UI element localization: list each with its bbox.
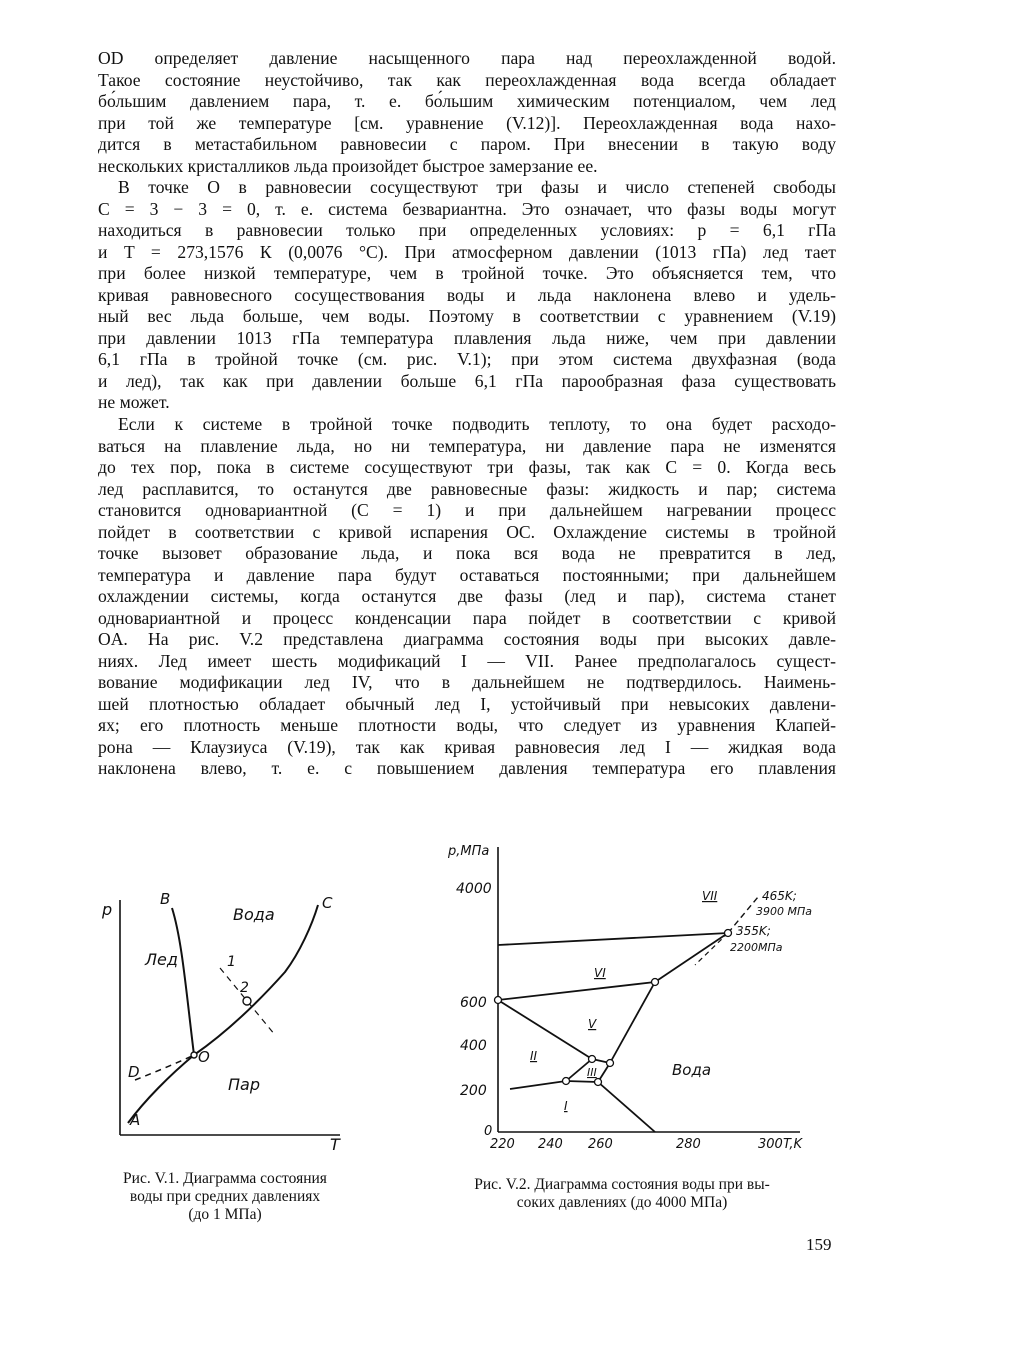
axis-T-label: T — [330, 1135, 340, 1154]
phase-label-ii: II — [530, 1049, 538, 1063]
boundary-iii-box-bottom — [566, 1081, 598, 1082]
boundary-i-ii — [510, 1081, 566, 1089]
label-b: B — [160, 890, 171, 908]
label-c: C — [322, 894, 333, 912]
phase-label-vii: VII — [702, 889, 718, 903]
label-par: Пар — [228, 1075, 260, 1094]
curve-ob — [172, 908, 194, 1055]
text-line: и T = 273,1576 К (0,0076 °С). При атмосферном давлении (1013 гПа) лед тает — [98, 241, 836, 262]
text-line: C = 3 − 3 = 0, т. е. система безвариантна. Это означает, что фазы воды могут — [98, 198, 836, 219]
triple-point — [589, 1056, 596, 1063]
caption-line: Рис. V.2. Диаграмма состояния воды при вы- — [474, 1176, 770, 1193]
figure-v2-caption — [432, 1176, 812, 1212]
triple-point — [495, 997, 502, 1004]
caption-line: воды при средних давлениях — [129, 1188, 321, 1205]
boundary-vi-vii — [498, 933, 728, 945]
figure-v1-caption — [80, 1170, 370, 1224]
text-line: 6,1 гПа в тройной точке (см. рис. V.1); при этом система двухфазная (вода — [98, 349, 836, 369]
ytick: 0 — [484, 1124, 493, 1139]
triple-point — [725, 930, 732, 937]
text-line: Если к системе в тройной точке подводить теплоту, то она будет расходо- — [118, 414, 836, 434]
text-line: дится в метастабильном равновесии с паром. При внесении в такую воду — [98, 134, 836, 154]
text-line: ный вес льда больше, чем воды. Поэтому в соответствии с уравнением (V.19) — [98, 306, 836, 326]
point-o — [191, 1052, 197, 1058]
text-line: вование модификации лед IV, что в дальнейшем не подтвердилось. Наимень- — [98, 672, 836, 692]
boundary-i-water — [598, 1082, 655, 1132]
annotation-3900: 3900 МПа — [756, 905, 812, 918]
point-2 — [243, 997, 251, 1005]
text-line: ниях. Лед имеет шесть модификаций I — VII. Ранее предполагалось сущест- — [98, 650, 836, 671]
label-point-2: 2 — [240, 980, 249, 996]
text-line: наклонена влево, т. е. с повышением давления температура его плавления — [98, 758, 836, 778]
label-voda: Вода — [233, 905, 275, 924]
curve-od — [135, 1055, 194, 1080]
xtick: 240 — [538, 1137, 563, 1152]
text-line: OD определяет давление насыщенного пара над переохлажденной водой. — [98, 48, 836, 68]
text-line: бо́льшим давлением пара, т. е. бо́льшим химическим потенциалом, чем лед — [98, 91, 836, 111]
figure-v2-diagram — [440, 835, 820, 1155]
label-led: Лед — [145, 950, 178, 969]
text-line: одновариантной и процесс конденсации пара пойдет в соответствии с кривой — [98, 607, 836, 628]
triple-point — [652, 979, 659, 986]
phase-label-i: I — [564, 1099, 568, 1113]
text-line: находиться в равновесии только при определенных условиях: p = 6,1 гПа — [98, 220, 836, 240]
annotation-465k: 465K; — [762, 889, 797, 903]
boundary-ii-v — [498, 1000, 592, 1059]
caption-line: (до 1 МПа) — [188, 1206, 262, 1223]
label-a: A — [130, 1111, 141, 1129]
text-line: шей плотностью обладает обычный лед I, устойчивый при невысоких давлени- — [98, 693, 836, 714]
figure-v1-diagram — [90, 880, 360, 1160]
text-line: и лед), так как при давлении больше 6,1 гПа парообразная фаза существовать — [98, 370, 836, 391]
boundary-v-water — [610, 982, 655, 1063]
text-line: OA. На рис. V.2 представлена диаграмма состояния воды при высоких давле- — [98, 629, 836, 649]
paragraph-2 — [98, 177, 836, 414]
phase-label-iii: III — [587, 1066, 597, 1079]
xtick: 260 — [588, 1137, 613, 1152]
text-line: охлаждении системы, когда останутся две фазы (лед и пар), система станет — [98, 586, 836, 606]
text-line: пойдет в соответствии с кривой испарения OC. Охлаждение системы в тройной — [98, 521, 836, 542]
text-line: лед расплавится, то останутся две равновесные фазы: жидкость и пар; система — [98, 478, 836, 499]
axis-T-label: T,K — [783, 1137, 803, 1152]
caption-line: Рис. V.1. Диаграмма состояния — [123, 1170, 327, 1187]
text-line: кривая равновесного сосуществования воды и льда наклонена влево и удель- — [98, 284, 836, 305]
boundary-ii-v-vi — [498, 982, 655, 1000]
text-line: не может. — [98, 392, 170, 412]
triple-point — [607, 1060, 614, 1067]
label-point-1: 1 — [227, 954, 236, 970]
ytick: 4000 — [456, 881, 492, 897]
text-line: температура и давление пара будут оставаться постоянными; при дальнейшем — [98, 564, 836, 585]
xtick: 300 — [758, 1137, 783, 1152]
annotation-2200: 2200МПа — [730, 941, 783, 954]
text-line: В точке O в равновесии сосуществуют три фазы и число степеней свободы — [118, 177, 836, 197]
ytick: 400 — [460, 1038, 487, 1054]
ytick: 600 — [460, 995, 487, 1011]
phase-label-voda: Вода — [672, 1061, 712, 1079]
label-o: O — [198, 1048, 210, 1066]
annotation-355k: 355K; — [736, 924, 771, 938]
phase-label-vi: VI — [594, 966, 606, 980]
xtick: 220 — [490, 1137, 515, 1152]
text-line: становится одновариантной (C = 1) и при дальнейшем нагревании процесс — [98, 500, 836, 520]
text-line: точке вызовет образование льда, и пока вся вода не превратится в лед, — [98, 543, 836, 563]
triple-point — [563, 1078, 570, 1085]
paragraph-3 — [98, 414, 836, 780]
xtick: 280 — [676, 1137, 701, 1152]
text-line: до тех пор, пока в системе сосуществуют три фазы, так как C = 0. Когда весь — [98, 457, 836, 477]
text-line: при более низкой температуре, чем в тройной точке. Это объясняется тем, что — [98, 263, 836, 283]
text-line: нескольких кристалликов льда произойдет быстрое замерзание ее. — [98, 155, 598, 176]
text-line: ях; его плотность меньше плотности воды, что следует из уравнения Клапей- — [98, 715, 836, 735]
triple-point — [595, 1079, 602, 1086]
page-number: 159 — [806, 1235, 832, 1254]
text-line: при той же температуре [см. уравнение (V.12)]. Переохлажденная вода нахо- — [98, 112, 836, 133]
text-line: рона — Клаузиуса (V.19), так как кривая равновесия лед I — жидкая вода — [98, 736, 836, 757]
paragraph-1 — [98, 48, 836, 177]
axis-p-label: p,МПа — [448, 844, 490, 859]
phase-label-v: V — [588, 1017, 597, 1031]
text-line: Такое состояние неустойчиво, так как переохлажденная вода всегда обладает — [98, 69, 836, 90]
text-line: ваться на плавление льда, но ни температура, ни давление пара не изменятся — [98, 435, 836, 456]
ytick: 200 — [460, 1083, 487, 1099]
curve-oc — [194, 905, 318, 1055]
label-d: D — [128, 1063, 140, 1081]
axis-p-label: p — [102, 900, 113, 919]
boundary-vi-water — [655, 933, 728, 982]
boundary-vi-water-dashed — [695, 933, 728, 965]
text-line: при давлении 1013 гПа температура плавления льда ниже, чем при давлении — [98, 327, 836, 348]
caption-line: соких давлениях (до 4000 МПа) — [516, 1194, 728, 1211]
